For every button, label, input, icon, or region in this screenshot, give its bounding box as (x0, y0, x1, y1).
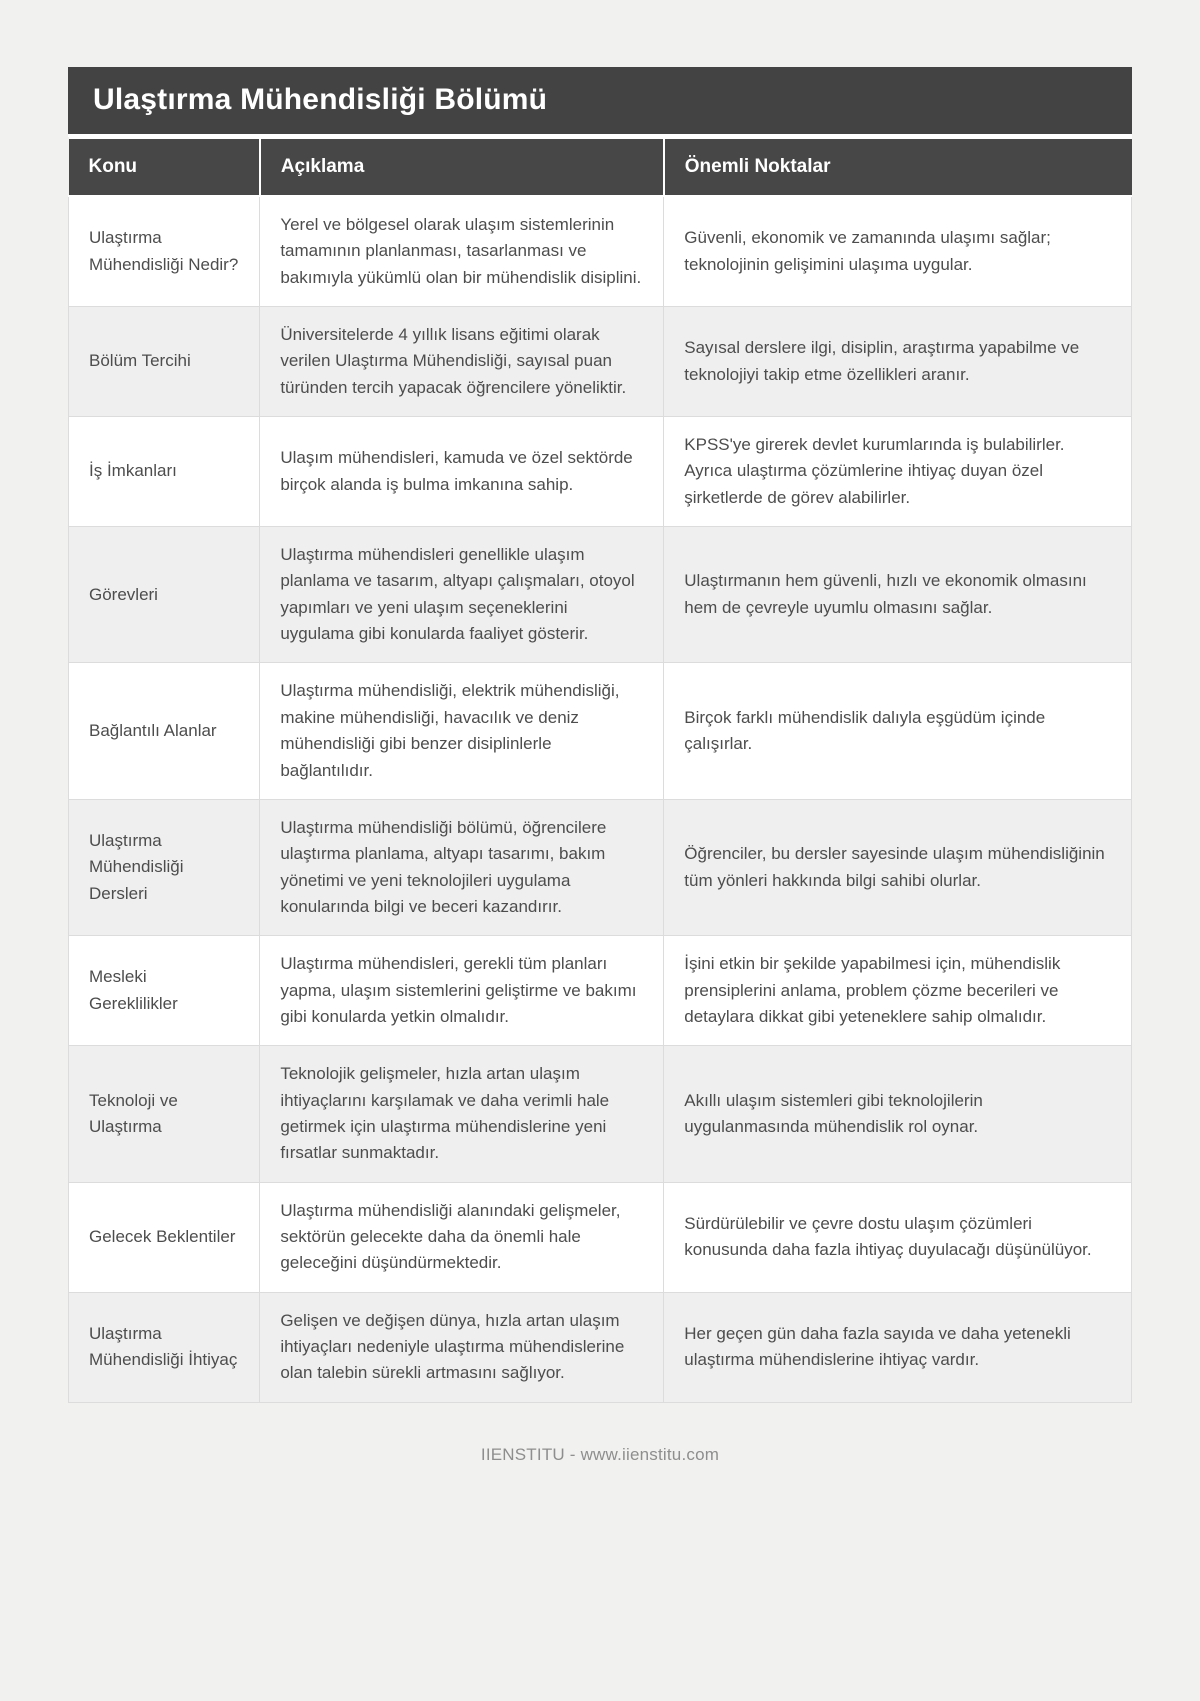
topic-cell: Ulaştırma Mühendisliği Nedir? (69, 196, 260, 307)
description-cell: Ulaştırma mühendisliği alanındaki gelişmeler, sektörün gelecekte daha da önemli hale geleceğini düşündürmektedir. (260, 1182, 664, 1292)
topic-cell: İş İmkanları (69, 417, 260, 527)
table-row (69, 799, 1132, 935)
topic-cell: Ulaştırma Mühendisliği İhtiyaç (69, 1292, 260, 1402)
table-row (69, 1046, 1132, 1182)
description-cell: Teknolojik gelişmeler, hızla artan ulaşım ihtiyaçlarını karşılamak ve daha verimli hale getirmek için ulaştırma mühendislerine yeni fırsatlar sunmaktadır. (260, 1046, 664, 1182)
table-row (69, 1292, 1132, 1402)
description-cell: Ulaşım mühendisleri, kamuda ve özel sektörde birçok alanda iş bulma imkanına sahip. (260, 417, 664, 527)
column-header-onemli-noktalar: Önemli Noktalar (664, 138, 1132, 196)
topic-cell: Gelecek Beklentiler (69, 1182, 260, 1292)
notes-cell: İşini etkin bir şekilde yapabilmesi için, mühendislik prensiplerini anlama, problem çözme becerileri ve detaylara dikkat gibi yeteneklere sahip olmalıdır. (664, 936, 1132, 1046)
topic-cell: Mesleki Gereklilikler (69, 936, 260, 1046)
table-body (69, 196, 1132, 1402)
notes-cell: Sayısal derslere ilgi, disiplin, araştırma yapabilme ve teknolojiyi takip etme özellikleri aranır. (664, 307, 1132, 417)
table-row (69, 936, 1132, 1046)
description-cell: Ulaştırma mühendisleri, gerekli tüm planları yapma, ulaşım sistemlerini geliştirme ve bakımı gibi konularda yetkin olmalıdır. (260, 936, 664, 1046)
description-cell: Yerel ve bölgesel olarak ulaşım sistemlerinin tamamının planlanması, tasarlanması ve bakımıyla yükümlü olan bir mühendislik disiplini. (260, 196, 664, 307)
description-cell: Ulaştırma mühendisleri genellikle ulaşım planlama ve tasarım, altyapı çalışmaları, otoyol yapımları ve yeni ulaşım seçeneklerini uygulama gibi konularda faaliyet gösterir. (260, 527, 664, 663)
description-cell: Ulaştırma mühendisliği bölümü, öğrencilere ulaştırma planlama, altyapı tasarımı, bakım yönetimi ve yeni teknolojileri uygulama konularında bilgi ve beceri kazandırır. (260, 799, 664, 935)
description-cell: Üniversitelerde 4 yıllık lisans eğitimi olarak verilen Ulaştırma Mühendisliği, sayısal puan türünden tercih yapacak öğrencilere yöneliktir. (260, 307, 664, 417)
notes-cell: Sürdürülebilir ve çevre dostu ulaşım çözümleri konusunda daha fazla ihtiyaç duyulacağı düşünülüyor. (664, 1182, 1132, 1292)
column-header-aciklama: Açıklama (260, 138, 664, 196)
table-row (69, 1182, 1132, 1292)
topic-cell: Ulaştırma Mühendisliği Dersleri (69, 799, 260, 935)
table-row (69, 307, 1132, 417)
footer-text: IIENSTITU - www.iienstitu.com (480, 1444, 720, 1464)
topic-cell: Görevleri (69, 527, 260, 663)
table-row (69, 196, 1132, 307)
topic-cell: Bağlantılı Alanlar (69, 663, 260, 799)
notes-cell: KPSS'ye girerek devlet kurumlarında iş bulabilirler. Ayrıca ulaştırma çözümlerine ihtiyaç duyan özel şirketlerde de görev alabilirler. (664, 417, 1132, 527)
notes-cell: Birçok farklı mühendislik dalıyla eşgüdüm içinde çalışırlar. (664, 663, 1132, 799)
notes-cell: Güvenli, ekonomik ve zamanında ulaşımı sağlar; teknolojinin gelişimini ulaşıma uygular. (664, 196, 1132, 307)
table-row (69, 527, 1132, 663)
description-cell: Ulaştırma mühendisliği, elektrik mühendisliği, makine mühendisliği, havacılık ve deniz mühendisliği gibi benzer disiplinlerle bağlantılıdır. (260, 663, 664, 799)
page-title: Ulaştırma Mühendisliği Bölümü (68, 67, 1132, 137)
notes-cell: Her geçen gün daha fazla sayıda ve daha yetenekli ulaştırma mühendislerine ihtiyaç vardır. (664, 1292, 1132, 1402)
notes-cell: Ulaştırmanın hem güvenli, hızlı ve ekonomik olmasını hem de çevreyle uyumlu olmasını sağlar. (664, 527, 1132, 663)
table-row (69, 417, 1132, 527)
topic-cell: Bölüm Tercihi (69, 307, 260, 417)
notes-cell: Akıllı ulaşım sistemleri gibi teknolojilerin uygulanmasında mühendislik rol oynar. (664, 1046, 1132, 1182)
notes-cell: Öğrenciler, bu dersler sayesinde ulaşım mühendisliğinin tüm yönleri hakkında bilgi sahibi olurlar. (664, 799, 1132, 935)
table-row (69, 663, 1132, 799)
column-header-konu: Konu (69, 138, 260, 196)
topic-cell: Teknoloji ve Ulaştırma (69, 1046, 260, 1182)
description-cell: Gelişen ve değişen dünya, hızla artan ulaşım ihtiyaçları nedeniyle ulaştırma mühendislerine olan talebin sürekli artmasını sağlıyor. (260, 1292, 664, 1402)
table-header (69, 138, 1132, 196)
info-table (68, 137, 1132, 1403)
